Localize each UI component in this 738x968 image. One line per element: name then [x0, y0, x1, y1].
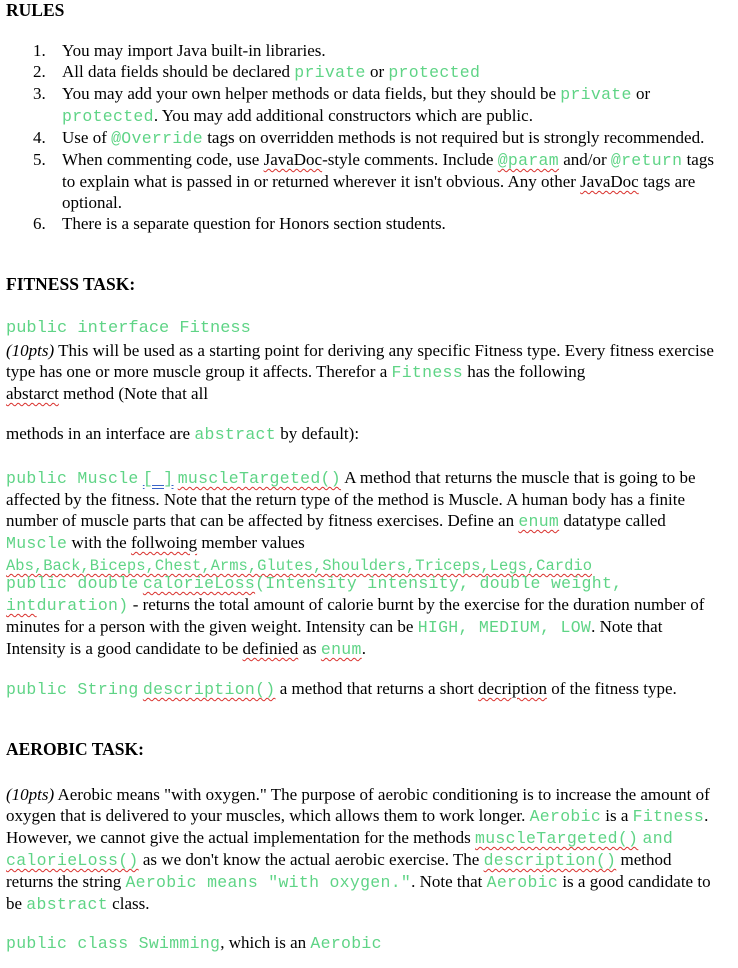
aerobic-description [6, 784, 722, 915]
muscle-method [6, 467, 722, 577]
description-method [6, 678, 722, 700]
rules-heading: RULES [6, 0, 65, 20]
points-label: (10pts) [6, 341, 55, 360]
code-method-name: muscleTargeted() [475, 829, 639, 848]
fitness-heading: FITNESS TASK: [6, 274, 136, 294]
paragraph-text: . Note that [411, 872, 483, 891]
rule-text: All data fields should be declared [62, 62, 291, 81]
fitness-description [6, 340, 722, 404]
paragraph-text: has the following [467, 362, 586, 381]
fitness-description-cont [6, 423, 722, 445]
code-signature: public class Swimming [6, 934, 221, 953]
paragraph-text: . However, we cannot give the actual implementation for the methods [6, 806, 709, 847]
paragraph-text: methods in an interface are [6, 424, 191, 443]
code-method-name: description() [142, 680, 276, 699]
code-abstract: abstract [26, 895, 108, 914]
rule-number: 4. [33, 128, 46, 147]
paragraph-text: . [361, 639, 366, 658]
rule-text: and/or [563, 150, 607, 169]
code-param: @param [497, 151, 559, 170]
rule-text: You may add your own helper methods or data fields, but they should be [62, 84, 557, 103]
rule-number: 3. [33, 84, 46, 103]
code-string-value: Aerobic means "with oxygen." [125, 873, 412, 892]
rule-text: tags to explain what is passed in or returned wherever it isn't obvious. Any other [62, 150, 714, 191]
paragraph-text: by default): [280, 424, 360, 443]
rule-text: tags are optional. [62, 172, 696, 212]
misspelled-word: JavaDoc [580, 172, 639, 191]
rule-text: tags on overridden methods is not required but is strongly recommended. [207, 128, 705, 147]
misspelled-word: abstarct [6, 384, 59, 403]
swimming-line [6, 932, 722, 954]
code-muscle: Muscle [6, 534, 68, 553]
muscle-values: Abs,Back,Biceps,Chest,Arms,Glutes,Shoulders,Triceps,Legs,Cardio [6, 557, 592, 575]
paragraph-text: as [302, 639, 317, 658]
code-aerobic: Aerobic [529, 807, 602, 826]
paragraph-text: method (Note that all [63, 384, 209, 403]
code-override: @Override [111, 129, 203, 148]
code-fitness: Fitness [632, 807, 705, 826]
code-method-name: description() [483, 851, 617, 870]
fitness-signature: public interface Fitness [6, 319, 251, 338]
rule-text: You may import Java built-in libraries. [62, 41, 326, 60]
code-signature: public double [6, 574, 139, 593]
rules-list [0, 40, 716, 234]
paragraph-text: member values [201, 533, 305, 552]
paragraph-text: - returns the total amount of calorie burnt by the exercise for the duration number of minutes for a person with the given weight. Intensity can be [6, 595, 705, 636]
rule-6 [0, 213, 716, 234]
rule-text: There is a separate question for Honors section students. [62, 214, 446, 233]
rule-3 [0, 83, 716, 127]
code-return: @return [610, 151, 683, 170]
code-enum: enum [518, 512, 560, 531]
rule-number: 1. [33, 41, 46, 60]
paragraph-text: of the fitness type. [551, 679, 677, 698]
misspelled-word: definied [242, 639, 299, 658]
code-signature: public Muscle [6, 469, 139, 488]
rule-4 [0, 127, 716, 149]
paragraph-text: Aerobic means "with oxygen." The purpose of aerobic conditioning is to increase the amount of oxygen that is delivered to your muscles, which allows them to work longer. [6, 785, 710, 825]
code-array-brackets: [ ] [142, 469, 174, 488]
misspelled-word: follwoing [130, 533, 198, 552]
rule-text: When commenting code, use [62, 150, 260, 169]
rule-number: 5. [33, 150, 46, 169]
code-private: private [294, 63, 366, 82]
paragraph-text: as we don't know the actual aerobic exercise. The [142, 850, 480, 869]
rule-2 [0, 61, 716, 83]
rule-text: . You may add additional constructors which are public. [153, 106, 533, 125]
paragraph-text: is a good candidate to be [6, 872, 711, 913]
code-abstract: abstract [194, 425, 276, 444]
rule-number: 2. [33, 62, 46, 81]
rule-number: 6. [33, 214, 46, 233]
rule-text: or [635, 84, 651, 103]
paragraph-text: a method that returns a short [279, 679, 474, 698]
paragraph-text: This will be used as a starting point for deriving any specific Fitness type. Every fitness exercise type has one or more muscle group it affects. Therefor a [6, 341, 714, 381]
points-label: (10pts) [6, 785, 55, 804]
paragraph-text: . Note that Intensity is a good candidate to be [6, 617, 663, 658]
rule-text: Use of [62, 128, 107, 147]
paragraph-text: is a [605, 806, 629, 825]
paragraph-text: with the [71, 533, 127, 552]
rule-5 [0, 149, 716, 213]
code-private: private [560, 85, 632, 104]
code-protected: protected [388, 63, 481, 82]
code-method-name: muscleTargeted() [177, 469, 341, 488]
code-enum: enum [320, 640, 362, 659]
code-signature: public String [6, 680, 139, 699]
paragraph-text: A method that returns the muscle that is going to be affected by the fitness. Note that the return type of the method is Muscle. A human body has a finite number of muscle parts that can be affected by fitness exercises. Define an [6, 468, 696, 530]
paragraph-text: , which is an [220, 933, 307, 952]
code-params: duration) [36, 596, 129, 615]
rule-text: -style comments. Include [322, 150, 494, 169]
paragraph-text: datatype called [563, 511, 666, 530]
paragraph-text: method returns the string [6, 850, 672, 891]
rule-1 [0, 40, 716, 61]
misspelled-word: JavaDoc [263, 150, 323, 169]
code-params: (Intensity intensity, double weight, [255, 574, 623, 593]
code-int: int [6, 596, 37, 615]
rule-text: or [369, 62, 385, 81]
misspelled-word: decription [478, 679, 547, 698]
code-and: and [642, 829, 674, 848]
aerobic-heading: AEROBIC TASK: [6, 739, 144, 759]
code-protected: protected [62, 107, 154, 126]
code-intensity-values: HIGH, MEDIUM, LOW [417, 618, 592, 637]
code-method-name: calorieLoss() [6, 851, 139, 870]
paragraph-text: class. [112, 894, 150, 913]
code-method-name: calorieLoss [142, 574, 256, 593]
code-fitness: Fitness [391, 363, 463, 382]
code-aerobic: Aerobic [486, 873, 559, 892]
code-aerobic: Aerobic [310, 934, 382, 953]
calorie-method [6, 572, 722, 660]
